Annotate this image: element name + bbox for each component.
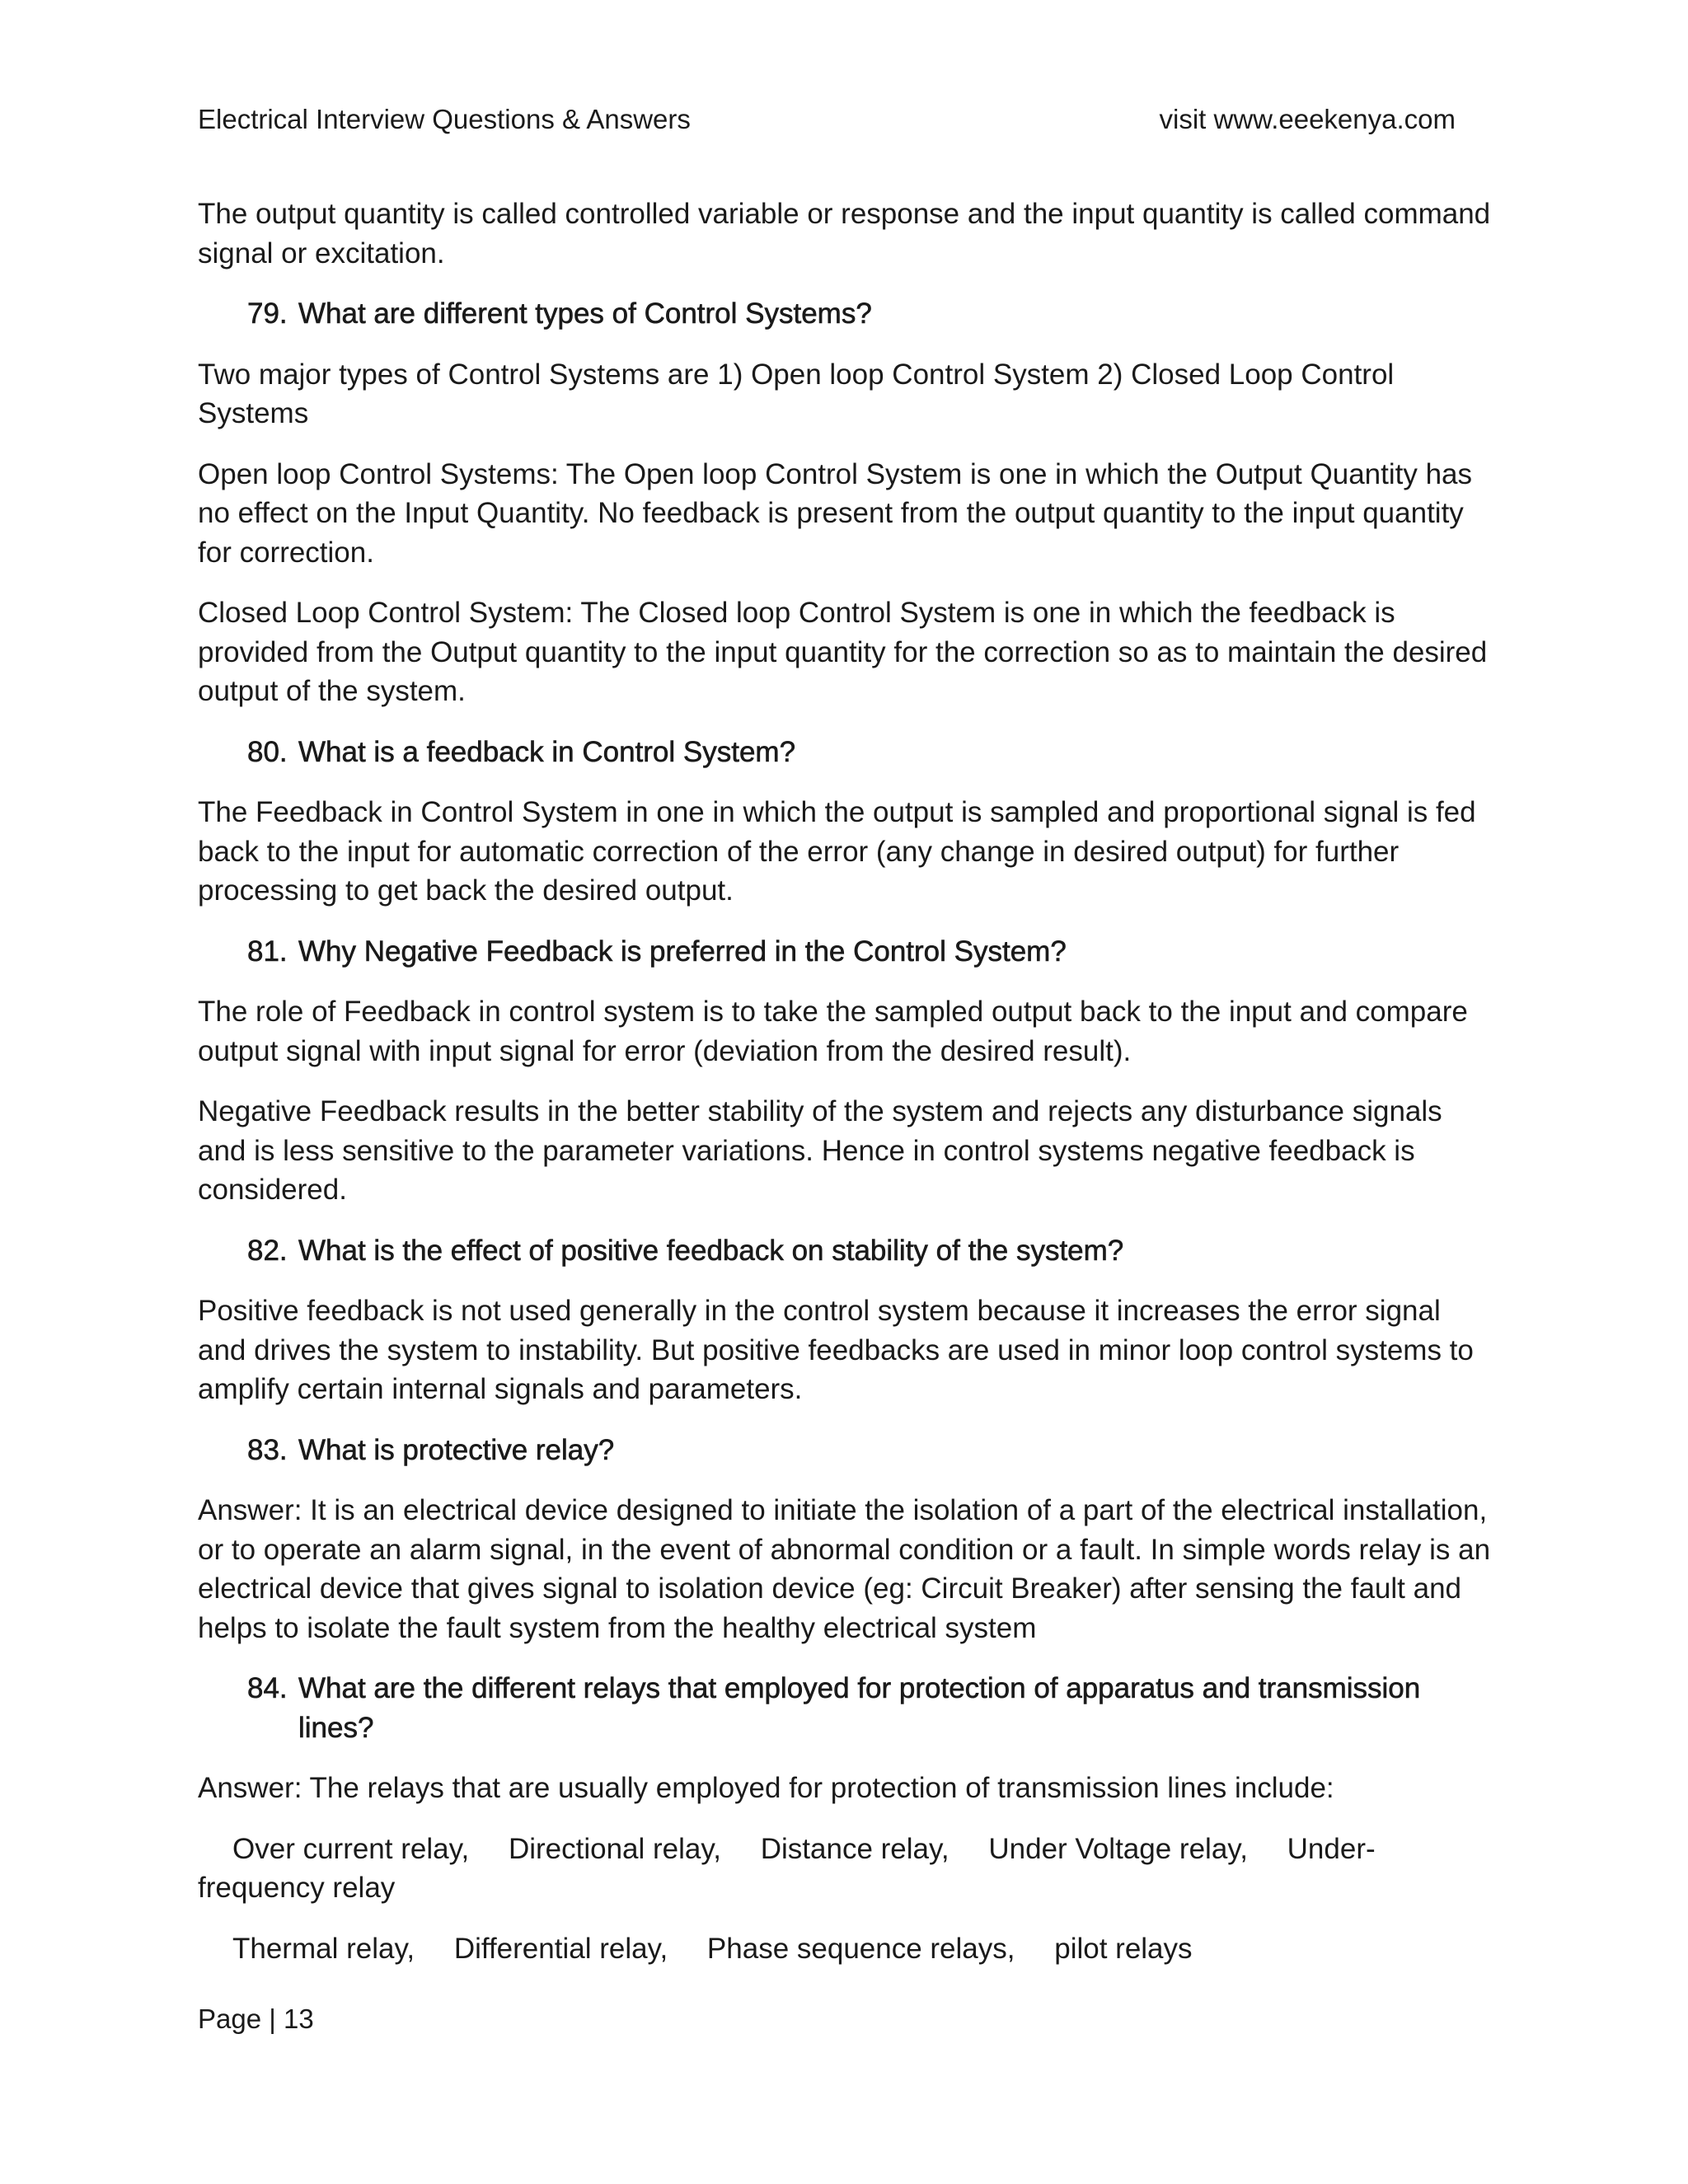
answer-paragraph: Negative Feedback results in the better stability of the system and rejects any disturbance signals and is less sensitive to the parameter variations. Hence in control systems negative feedback is considered.	[198, 1095, 1442, 1206]
page-footer	[198, 1999, 314, 2040]
relay-item: Thermal relay,	[232, 1932, 415, 1965]
answer-paragraph: Positive feedback is not used generally in the control system because it increases the error signal and drives the system to instability. But positive feedbacks are used in minor loop control systems to amplify certain internal signals and parameters.	[198, 1295, 1474, 1405]
question-text: Why Negative Feedback is preferred in the Control System?	[298, 935, 1067, 968]
answer-paragraph: Open loop Control Systems: The Open loop Control System is one in which the Output Quantity has no effect on the Input Quantity. No feedback is present from the output quantity to the input quantity for correction.	[198, 457, 1472, 569]
page-header	[198, 99, 1456, 140]
answer-paragraph: The Feedback in Control System in one in which the output is sampled and proportional signal is fed back to the input for automatic correction of the error (any change in desired output) for further processing to get back the desired output.	[198, 796, 1476, 907]
header-title: Electrical Interview Questions & Answers	[198, 104, 691, 134]
question-number: 84.	[247, 1672, 288, 1704]
relay-item: Directional relay,	[508, 1832, 722, 1865]
answer-paragraph: Closed Loop Control System: The Closed loop Control System is one in which the feedback is provided from the Output quantity to the input quantity for the correction so as to maintain the desired output of the system.	[198, 597, 1488, 707]
question-84-heading	[247, 1669, 1492, 1747]
document-body	[198, 194, 1492, 1990]
relay-item: Over current relay,	[232, 1832, 470, 1865]
question-text: What is the effect of positive feedback on stability of the system?	[298, 1234, 1124, 1267]
answer-paragraph: Two major types of Control Systems are 1) Open loop Control System 2) Closed Loop Control Systems	[198, 358, 1395, 429]
relay-list-line-2	[198, 1929, 1492, 1969]
question-number: 82.	[247, 1234, 288, 1267]
header-website: visit www.eeekenya.com	[1159, 104, 1456, 134]
question-text: What is a feedback in Control System?	[298, 735, 796, 768]
relay-item: Under-frequency relay	[198, 1832, 1376, 1904]
question-text: What are different types of Control Systems?	[298, 298, 872, 330]
question-text: What is protective relay?	[298, 1433, 615, 1466]
page-number: Page | 13	[198, 2004, 314, 2034]
relay-item: Under Voltage relay,	[988, 1832, 1248, 1865]
answer-paragraph: Answer: The relays that are usually employed for protection of transmission lines include:	[198, 1772, 1334, 1804]
relay-item: Phase sequence relays,	[706, 1932, 1015, 1965]
question-82-heading	[247, 1231, 1492, 1271]
question-number: 81.	[247, 935, 288, 968]
intro-paragraph: The output quantity is called controlled variable or response and the input quantity is called command signal or excitation.	[198, 198, 1491, 269]
relay-item: pilot relays	[1054, 1932, 1193, 1965]
answer-paragraph: Answer: It is an electrical device designed to initiate the isolation of a part of the electrical installation, or to operate an alarm signal, in the event of abnormal condition or a fault. In simple words relay is an electrical device that gives signal to isolation device (eg: Circuit Breaker) after sensing the fault and helps to isolate the fault system from the healthy electrical system	[198, 1494, 1491, 1644]
question-text: What are the different relays that employed for protection of apparatus and transmission lines?	[298, 1672, 1421, 1744]
question-number: 83.	[247, 1433, 288, 1466]
question-80-heading	[247, 733, 1492, 772]
question-79-heading	[247, 294, 1492, 334]
answer-paragraph: The role of Feedback in control system is to take the sampled output back to the input and compare output signal with input signal for error (deviation from the desired result).	[198, 996, 1468, 1067]
question-number: 79.	[247, 298, 288, 330]
question-81-heading	[247, 932, 1492, 972]
question-number: 80.	[247, 735, 288, 768]
relay-item: Differential relay,	[453, 1932, 668, 1965]
relay-list-line-1	[198, 1830, 1492, 1908]
relay-item: Distance relay,	[760, 1832, 950, 1865]
question-83-heading	[247, 1431, 1492, 1470]
